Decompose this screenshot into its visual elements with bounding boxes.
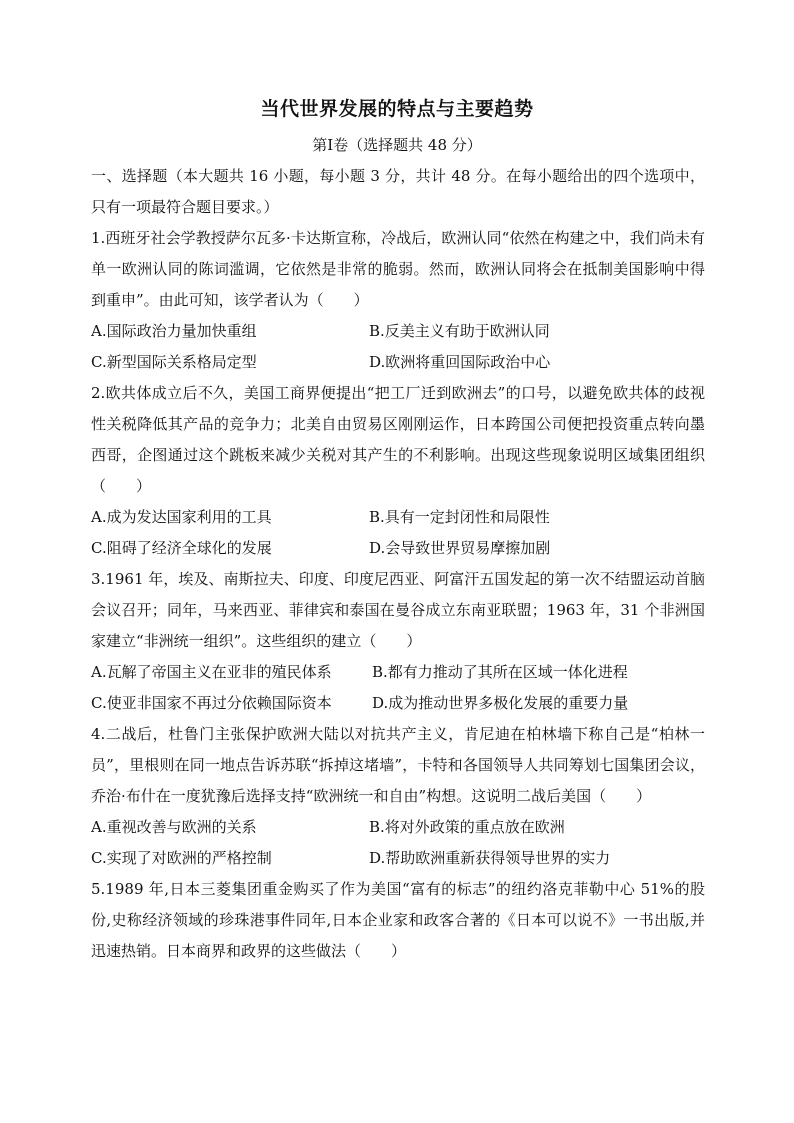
options-row xyxy=(91,657,705,688)
option-a[interactable]: A.成为发达国家利用的工具 xyxy=(91,508,272,526)
option-c[interactable]: C.阻碍了经济全球化的发展 xyxy=(91,539,272,557)
question-list xyxy=(91,161,705,967)
options-row xyxy=(91,843,705,874)
section-instructions: 一、选择题（本大题共 16 小题，每小题 3 分，共计 48 分。在每小题给出的四个选项中，只有一项最符合题目要求。） xyxy=(91,167,705,216)
option-c[interactable]: C.实现了对欧洲的严格控制 xyxy=(91,849,272,867)
option-a[interactable]: A.重视改善与欧洲的关系 xyxy=(91,818,257,836)
option-d[interactable]: D.帮助欧洲重新获得领导世界的实力 xyxy=(369,849,611,867)
options-row xyxy=(91,688,705,719)
option-c[interactable]: C.使亚非国家不再过分依赖国际资本 xyxy=(91,694,332,712)
question-stem: 2.欧共体成立后不久，美国工商界便提出“把工厂迁到欧洲去”的口号，以避免欧共体的歧视性关税降低其产品的竞争力；北美自由贸易区刚刚运作，日本跨国公司便把投资重点转向墨西哥，企图通过这个跳板来减少关税对其产生的不利影响。出现这些现象说明区域集团组织（ ） xyxy=(91,384,705,495)
question-stem: 1.西班牙社会学教授萨尔瓦多·卡达斯宣称，冷战后，欧洲认同“依然在构建之中，我们尚未有单一欧洲认同的陈词滥调，它依然是非常的脆弱。然而，欧洲认同将会在抵制美国影响中得到重申”。由此可知，该学者认为（ ） xyxy=(91,229,705,309)
question-4 xyxy=(91,719,705,874)
option-a[interactable]: A.瓦解了帝国主义在亚非的殖民体系 xyxy=(91,663,332,681)
options-row xyxy=(91,347,705,378)
option-c[interactable]: C.新型国际关系格局定型 xyxy=(91,353,257,371)
page-title: 当代世界发展的特点与主要趋势 xyxy=(260,98,534,120)
question-5 xyxy=(91,874,705,967)
option-d[interactable]: D.欧洲将重回国际政治中心 xyxy=(369,353,551,371)
question-stem: 5.1989 年,日本三菱集团重金购买了作为美国“富有的标志”的纽约洛克菲勒中心 51%的股份,史称经济领域的珍珠港事件同年,日本企业家和政客合著的《日本可以说不》一书出版,并迅速热销。日本商界和政界的这些做法（ ） xyxy=(91,880,705,960)
options-row xyxy=(91,533,705,564)
options-row xyxy=(91,316,705,347)
options-row xyxy=(91,502,705,533)
question-2 xyxy=(91,378,705,564)
options-row xyxy=(91,812,705,843)
question-stem: 3.1961 年，埃及、南斯拉夫、印度、印度尼西亚、阿富汗五国发起的第一次不结盟运动首脑会议召开；同年，马来西亚、菲律宾和泰国在曼谷成立东南亚联盟；1963 年，31 个非洲国家建立“非洲统一组织”。这些组织的建立（ ） xyxy=(91,570,705,650)
question-3 xyxy=(91,564,705,719)
option-b[interactable]: B.具有一定封闭性和局限性 xyxy=(369,508,550,526)
option-d[interactable]: D.成为推动世界多极化发展的重要力量 xyxy=(372,694,629,712)
option-b[interactable]: B.将对外政策的重点放在欧洲 xyxy=(369,818,565,836)
option-a[interactable]: A.国际政治力量加快重组 xyxy=(91,322,257,340)
question-stem: 4.二战后，杜鲁门主张保护欧洲大陆以对抗共产主义，肯尼迪在柏林墙下称自己是“柏林一员”，里根则在同一地点告诉苏联“拆掉这堵墙”，卡特和各国领导人共同筹划七国集团会议，乔治·布什在一度犹豫后选择支持“欧洲统一和自由”构想。这说明二战后美国（ ） xyxy=(91,725,705,805)
option-d[interactable]: D.会导致世界贸易摩擦加剧 xyxy=(369,539,551,557)
question-1 xyxy=(91,223,705,378)
section-subtitle: 第Ⅰ卷（选择题共 48 分） xyxy=(312,136,482,154)
option-b[interactable]: B.都有力推动了其所在区域一体化进程 xyxy=(372,663,628,681)
option-b[interactable]: B.反美主义有助于欧洲认同 xyxy=(369,322,550,340)
